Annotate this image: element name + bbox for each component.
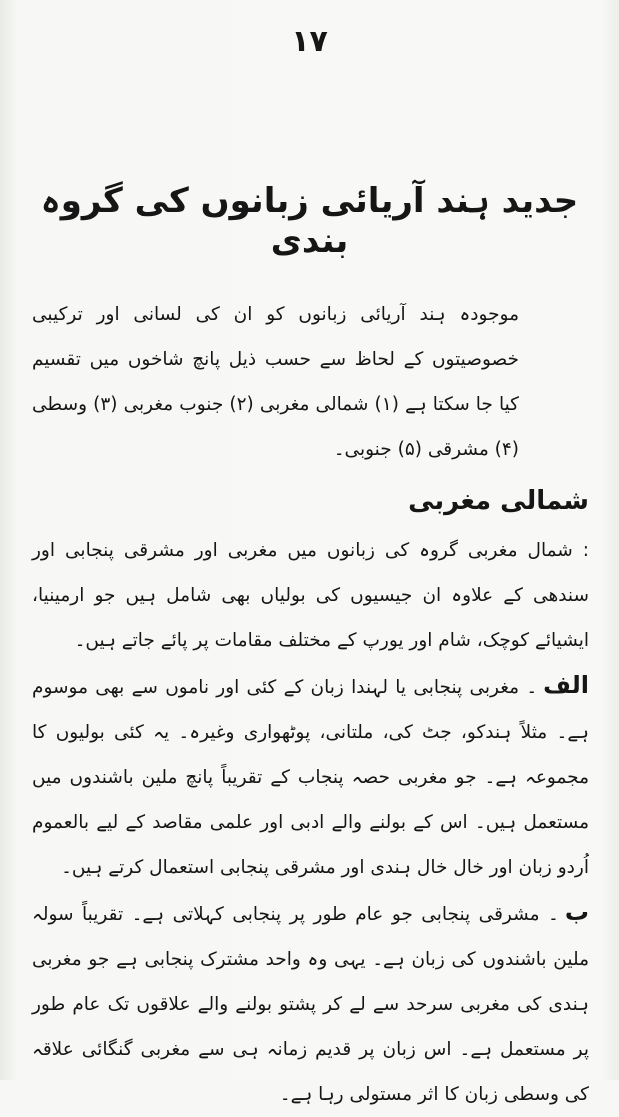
chapter-title: جدید ہند آریائی زبانوں کی گروہ بندی — [40, 181, 579, 261]
item-a-marker: الف — [543, 671, 589, 699]
item-b-marker: ب — [564, 898, 589, 926]
item-a-paragraph — [32, 663, 589, 890]
item-b-paragraph — [32, 890, 589, 1117]
page-body — [32, 292, 589, 1117]
section-paragraph: : شمال مغربی گروہ کی زبانوں میں مغربی اور مشرقی پنجابی اور سندھی کے علاوہ ان جیسیوں کی بولیاں بھی شامل ہیں جو ارمینیا، ایشیائے کوچک، شام اور یورپ کے مختلف مقامات پر پائے جاتے ہیں۔ — [32, 540, 589, 651]
item-a-text: ۔ مغربی پنجابی یا لہندا زبان کے کئی اور ناموں سے بھی موسوم ہے۔ مثلاً ہندکو، جٹ کی، ملتانی، پوٹھواری وغیرہ۔ یہ کئی بولیوں کا مجموعہ ہے۔ جو مغربی حصہ پنجاب کے تقریباً پانچ ملین باشندوں میں مستعمل ہیں۔ اس کے بولنے والے ادبی اور علمی مقاصد کے لیے بالعموم اُردو زبان اور خال خال ہندی اور مشرقی پنجابی استعمال کرتے ہیں۔ — [32, 677, 589, 878]
item-b-text: ۔ مشرقی پنجابی جو عام طور پر پنجابی کہلاتی ہے۔ تقریباً سولہ ملین باشندوں کی زبان ہے۔ یہی وہ واحد مشترک پنجابی ہے جو مغربی ہندی کی مغربی سرحد سے لے کر پشتو بولنے والے علاقوں تک عام طور پر مستعمل ہے۔ اس زبان پر قدیم زمانہ ہی سے مغربی گنگائی علاقہ کی وسطی زبان کا اثر مستولی رہا ہے۔ — [32, 904, 589, 1105]
intro-paragraph: موجودہ ہند آریائی زبانوں کو ان کی لسانی اور ترکیبی خصوصیتوں کے لحاظ سے حسب ذیل پانچ شاخوں میں تقسیم کیا جا سکتا ہے (۱) شمالی مغربی (۲) جنوب مغربی (۳) وسطی (۴) مشرقی (۵) جنوبی۔ — [32, 304, 519, 460]
page-number: ۱۷ — [291, 24, 328, 59]
section-heading: شمالی مغربی — [408, 486, 589, 516]
